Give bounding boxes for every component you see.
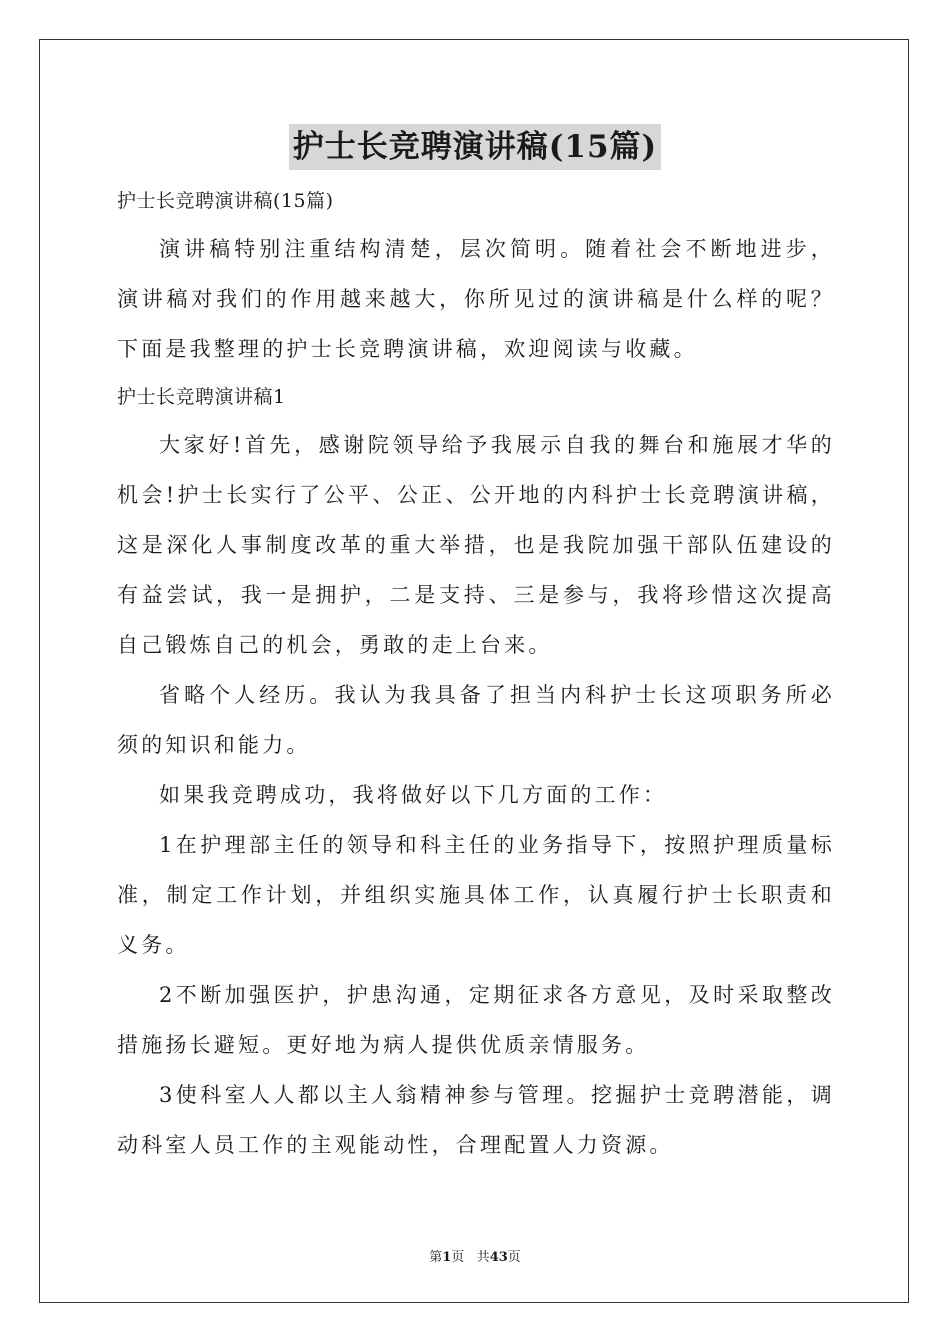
title-block [0,124,950,170]
document-title: 护士长竞聘演讲稿(15篇) [289,124,661,170]
intro-paragraph: 演讲稿特别注重结构清楚，层次简明。随着社会不断地进步，演讲稿对我们的作用越来越大，你所见过的演讲稿是什么样的呢？下面是我整理的护士长竞聘演讲稿，欢迎阅读与收藏。 [117,237,835,361]
body-paragraph: 大家好!首先，感谢院领导给予我展示自我的舞台和施展才华的机会!护士长实行了公平、公正、公开地的内科护士长竞聘演讲稿，这是深化人事制度改革的重大举措，也是我院加强干部队伍建设的有益尝试，我一是拥护，二是支持、三是参与，我将珍惜这次提高自己锻炼自己的机会，勇敢的走上台来。 [117,433,835,657]
body-paragraph: 1在护理部主任的领导和科主任的业务指导下，按照护理质量标准，制定工作计划，并组织实施具体工作，认真履行护士长职责和义务。 [117,833,835,957]
body-paragraph: 如果我竞聘成功，我将做好以下几方面的工作： [159,783,668,807]
footer-page-unit: 页 [451,1250,465,1265]
document-subtitle: 护士长竞聘演讲稿(15篇) [117,190,334,212]
current-page-number: 1 [442,1250,452,1265]
footer-total-prefix: 共 [476,1250,490,1265]
body-paragraph: 省略个人经历。我认为我具备了担当内科护士长这项职务所必须的知识和能力。 [117,683,835,757]
footer-prefix: 第 [429,1250,443,1265]
page-footer [0,1248,950,1268]
total-page-count: 43 [489,1250,508,1265]
body-paragraph: 2不断加强医护，护患沟通，定期征求各方意见，及时采取整改措施扬长避短。更好地为病人提供优质亲情服务。 [117,983,835,1057]
section-heading: 护士长竞聘演讲稿1 [117,386,286,408]
document-body [117,178,835,1170]
body-paragraph: 3使科室人人都以主人翁精神参与管理。挖掘护士竞聘潜能，调动科室人员工作的主观能动性，合理配置人力资源。 [117,1083,835,1157]
footer-total-unit: 页 [507,1250,521,1265]
